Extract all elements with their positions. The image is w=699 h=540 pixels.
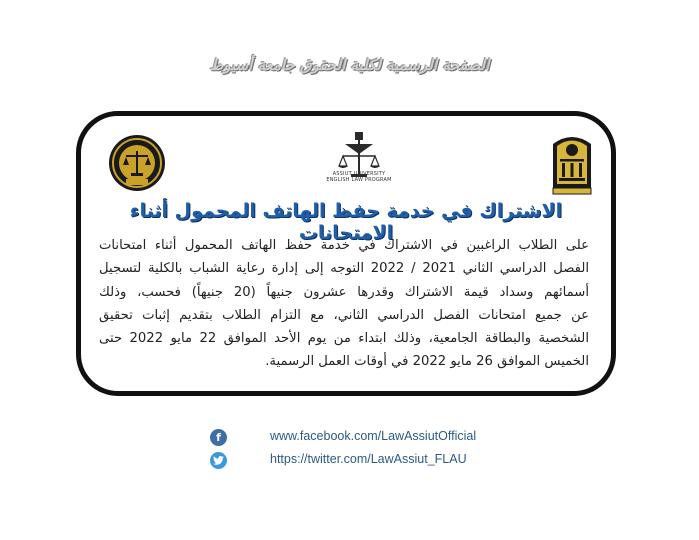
page-title: الصفحة الرسمية لكلية الحقوق جامعة أسيوط xyxy=(209,56,490,74)
body-line: الخميس الموافق 26 مايو 2022 في أوقات العمل الرسمية. xyxy=(265,354,589,370)
assiut-university-logo xyxy=(549,132,595,196)
body-line: الفصل الدراسي الثاني 2021 / 2022 التوجه إلى إدارة رعاية الشباب بالكلية لتسجيل xyxy=(99,261,590,277)
facebook-link[interactable]: www.facebook.com/LawAssiutOfficial xyxy=(270,429,477,443)
body-line: على الطلاب الراغبين في الاشتراك في خدمة حفظ الهاتف المحمول أثناء امتحانات xyxy=(99,238,589,253)
announcement-headline: الاشتراك في خدمة حفظ الهاتف المحمول أثناء الامتحانات xyxy=(129,200,563,244)
law-faculty-logo xyxy=(108,134,166,192)
announcement-body xyxy=(99,234,589,374)
logo-caption-line2: ENGLISH LAW PROGRAM xyxy=(326,177,392,183)
body-line: عن جميع امتحانات الفصل الدراسي الثاني، مع التزام الطلاب بتقديم إثبات تحقيق xyxy=(99,307,589,323)
body-line: أسمائهم وسداد قيمة الاشتراك وقدرها عشرون جنيهاً (20 جنيهاً) فحسب، وذلك xyxy=(99,284,589,300)
twitter-icon[interactable] xyxy=(210,452,227,469)
facebook-row xyxy=(210,428,477,446)
twitter-bird-glyph xyxy=(213,456,224,465)
facebook-icon[interactable]: f xyxy=(210,429,227,446)
twitter-row xyxy=(210,451,467,469)
twitter-link[interactable]: https://twitter.com/LawAssiut_FLAU xyxy=(270,452,467,466)
logo-caption-line1: ASSIUT UNIVERSITY xyxy=(332,171,386,177)
announcement-card xyxy=(76,111,616,396)
body-line: الشخصية والبطاقة الجامعية، وذلك ابتداء من يوم الأحد الموافق 22 مايو 2022 حتى xyxy=(99,331,589,347)
english-law-program-logo xyxy=(331,130,387,200)
logo-caption xyxy=(297,171,421,183)
